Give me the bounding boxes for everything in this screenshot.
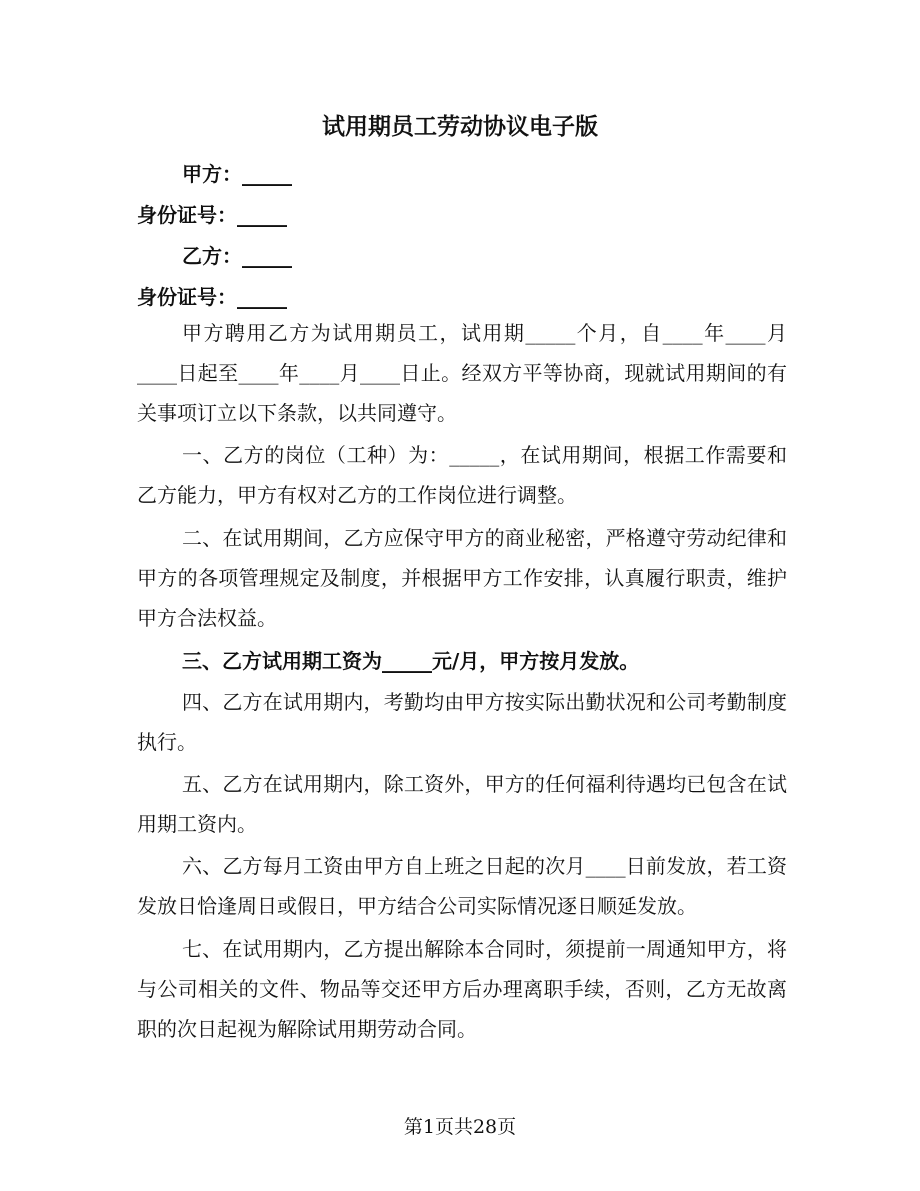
document-title: 试用期员工劳动协议电子版 [322,114,598,140]
clause-5: 五、乙方在试用期内，除工资外，甲方的任何福利待遇均已包含在试用期工资内。 [137,772,787,836]
clause-7: 七、在试用期内，乙方提出解除本合同时，须提前一周通知甲方，将与公司相关的文件、物品等交还甲方后办理离职手续，否则，乙方无故离职的次日起视为解除试用期劳动合同。 [137,937,787,1041]
page-footer: 第1页共28页 [403,1116,517,1138]
clause-4: 四、乙方在试用期内，考勤均由甲方按实际出勤状况和公司考勤制度执行。 [137,690,787,754]
intro-paragraph: 甲方聘用乙方为试用期员工，试用期_____个月，自____年____月____日起至____年____月____日止。经双方平等协商，现就试用期间的有关事项订立以下条款，以共同遵守。 [137,321,787,425]
party-a-field: 甲方：_____ [182,162,292,186]
party-a-id-field: 身份证号：_____ [137,203,287,227]
party-b-field: 乙方：_____ [182,244,292,268]
clause-6: 六、乙方每月工资由甲方自上班之日起的次月____日前发放，若工资发放日恰逢周日或假日，甲方结合公司实际情况逐日顺延发放。 [137,854,787,918]
party-b-id-field: 身份证号：_____ [137,285,287,309]
clause-1: 一、乙方的岗位（工种）为：_____，在试用期间，根据工作需要和乙方能力，甲方有权对乙方的工作岗位进行调整。 [137,443,787,507]
clause-2: 二、在试用期间，乙方应保守甲方的商业秘密，严格遵守劳动纪律和甲方的各项管理规定及制度，并根据甲方工作安排，认真履行职责，维护甲方合法权益。 [137,526,787,630]
clause-3: 三、乙方试用期工资为_____元/月，甲方按月发放。 [182,649,640,673]
